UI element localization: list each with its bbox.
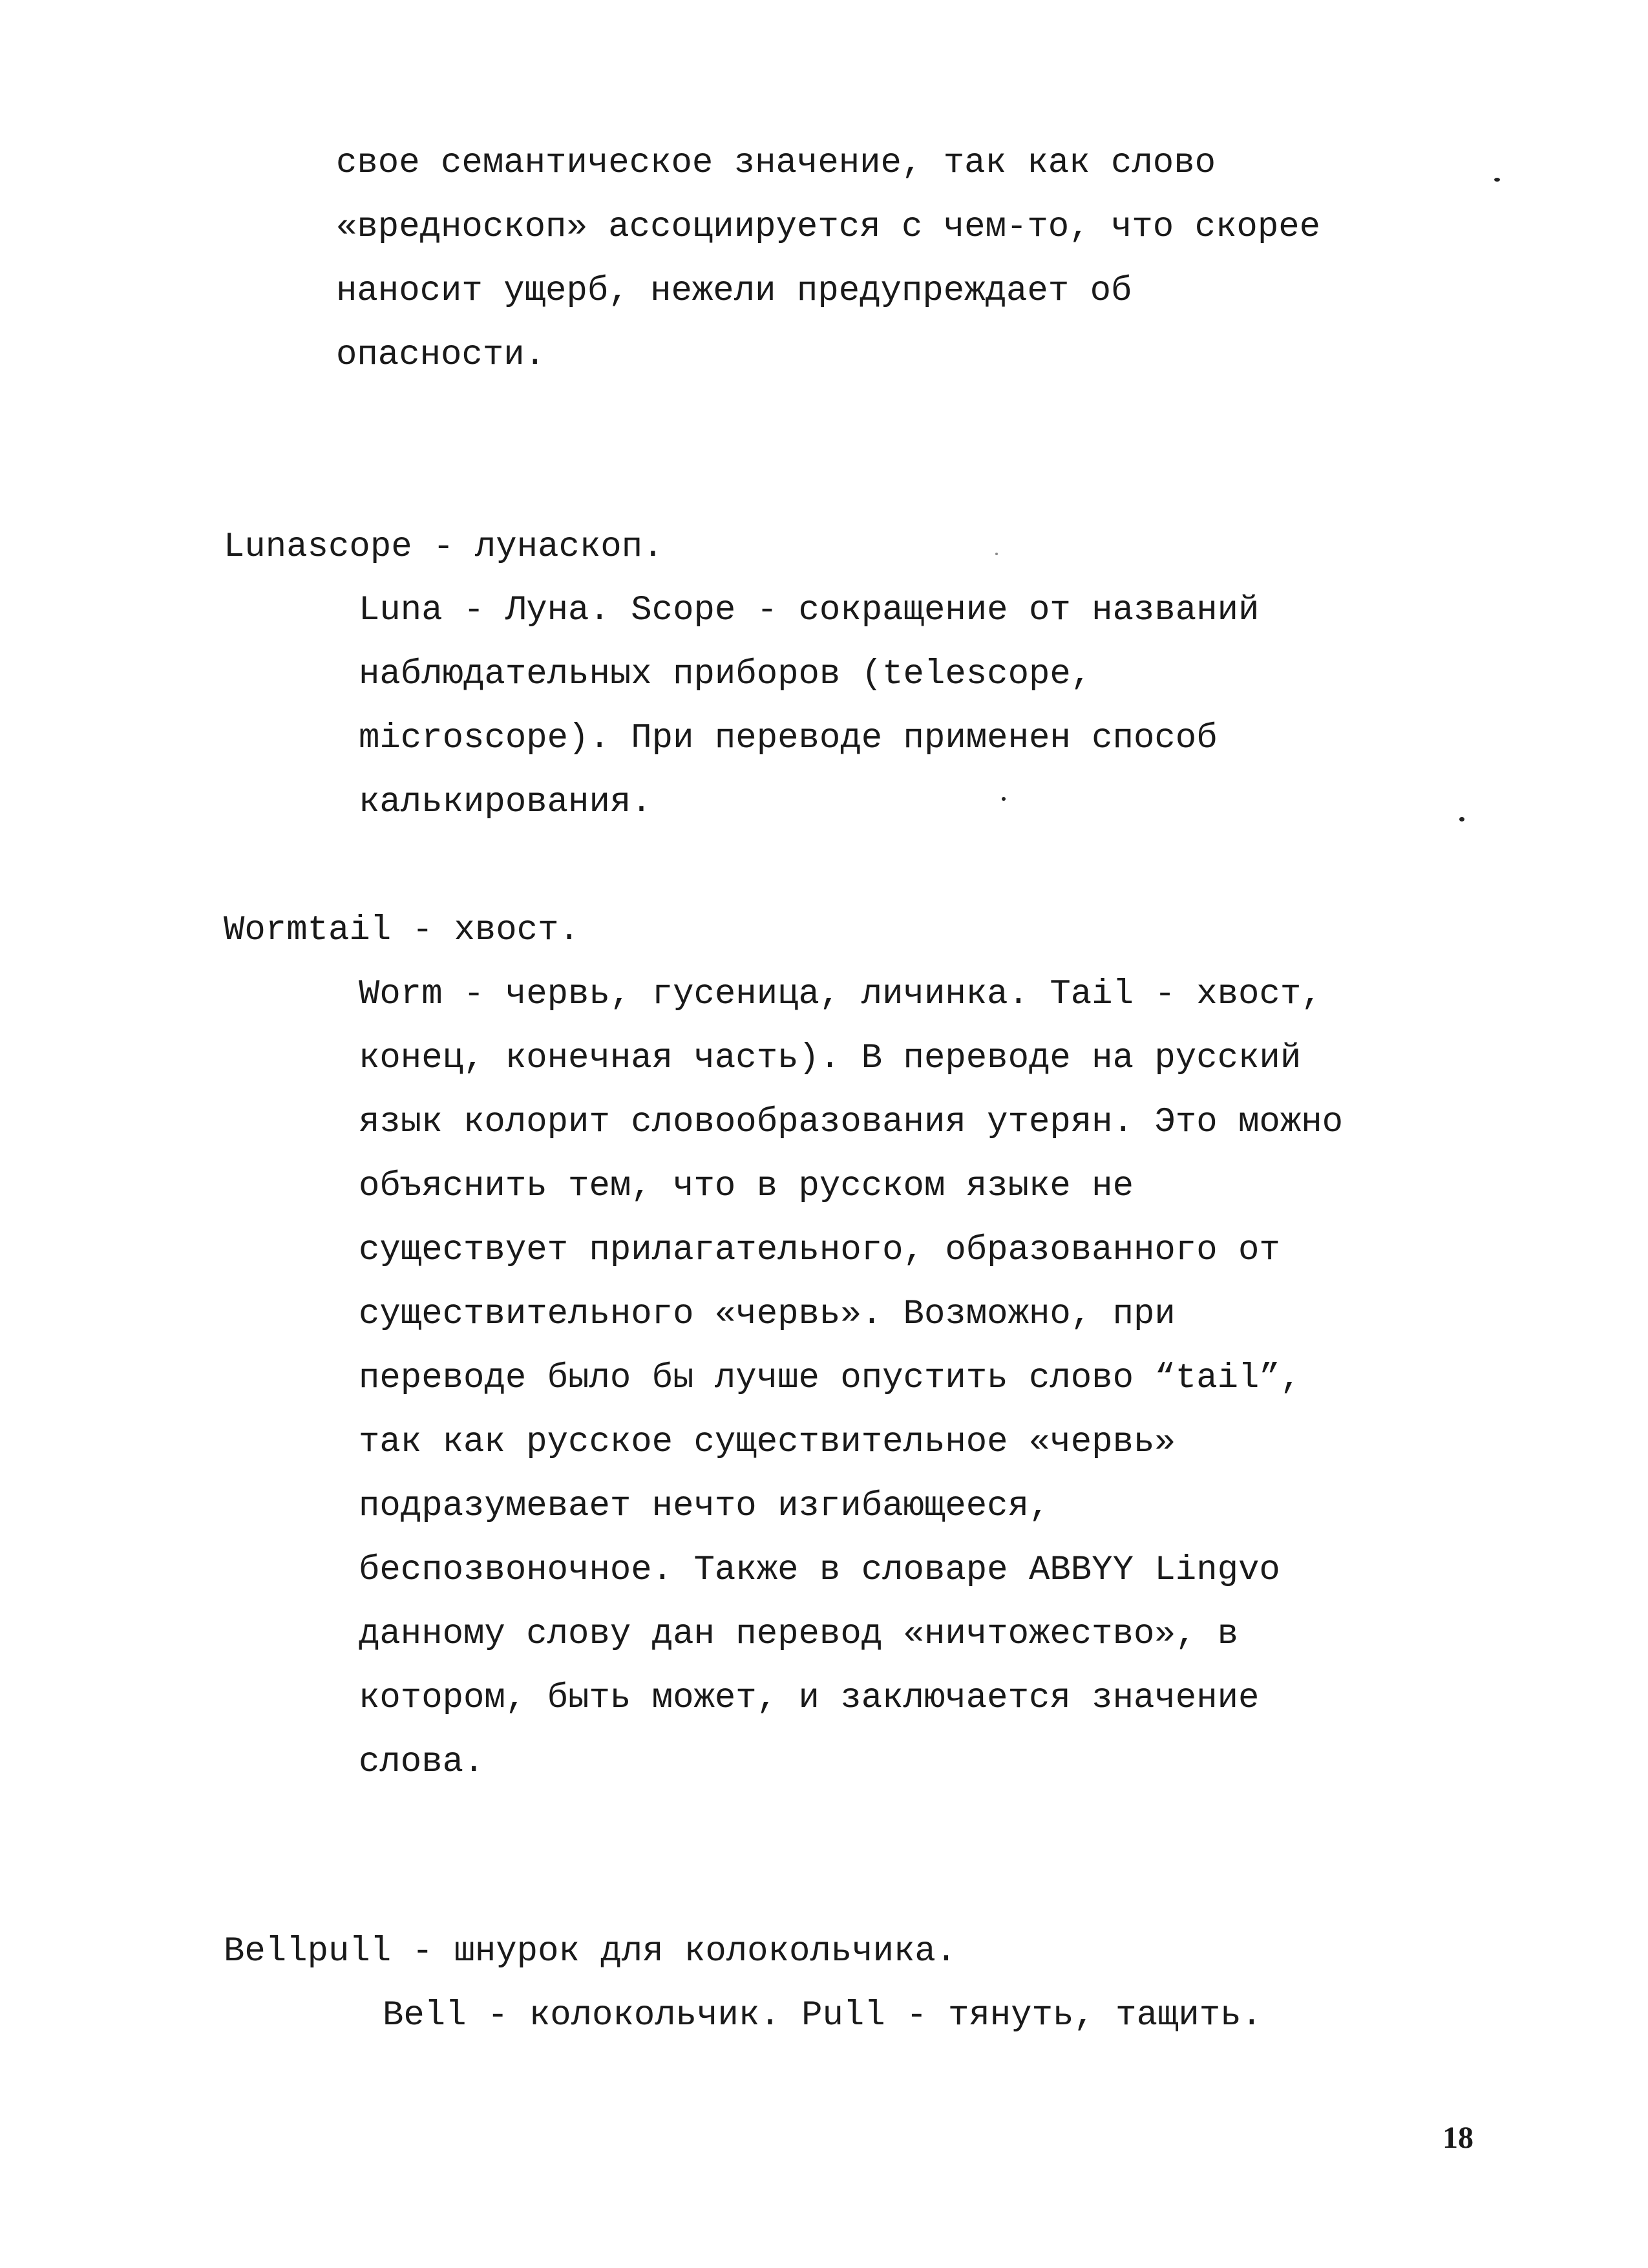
paragraph-line: наносит ущерб, нежели предупреждает об bbox=[336, 271, 1132, 311]
entry-line: существительного «червь». Возможно, при bbox=[359, 1295, 1176, 1334]
entry-line: подразумевает нечто изгибающееся, bbox=[359, 1487, 1050, 1526]
scan-speck bbox=[1002, 797, 1006, 801]
entry-line: объяснить тем, что в русском языке не bbox=[359, 1167, 1134, 1206]
entry-line: данному слову дан перевод «ничтожество», в bbox=[359, 1615, 1239, 1654]
entry-heading-lunascope: Lunascope - лунаскоп. bbox=[224, 527, 664, 567]
entry-line: переводе было бы лучше опустить слово “tail”, bbox=[359, 1359, 1302, 1398]
scan-speck bbox=[995, 553, 998, 555]
paragraph-line: опасности. bbox=[336, 335, 546, 375]
entry-line: беспозвоночное. Также в словаре ABBYY Lingvo bbox=[359, 1551, 1280, 1590]
entry-line: существует прилагательного, образованного от bbox=[359, 1231, 1280, 1270]
entry-line: конец, конечная часть). В переводе на русский bbox=[359, 1039, 1302, 1078]
paragraph-line: свое семантическое значение, так как слово bbox=[336, 143, 1216, 183]
entry-line: калькирования. bbox=[359, 783, 652, 822]
entry-heading-bellpull: Bellpull - шнурок для колокольчика. bbox=[224, 1932, 957, 1971]
page-number: 18 bbox=[1442, 2121, 1474, 2155]
entry-line: так как русское существительное «червь» bbox=[359, 1423, 1176, 1462]
entry-line: язык колорит словообразования утерян. Это можно bbox=[359, 1103, 1344, 1142]
entry-line: наблюдательных приборов (telescope, bbox=[359, 655, 1092, 694]
entry-heading-wormtail: Wormtail - хвост. bbox=[224, 911, 580, 950]
scan-speck bbox=[1494, 178, 1500, 182]
entry-line: microscope). При переводе применен способ bbox=[359, 719, 1218, 758]
entry-line: слова. bbox=[359, 1743, 485, 1782]
entry-line: Luna - Луна. Scope - сокращение от названий bbox=[359, 591, 1260, 630]
paragraph-line: «вредноскоп» ассоциируется с чем-то, что скорее bbox=[336, 207, 1321, 247]
entry-line: котором, быть может, и заключается значение bbox=[359, 1679, 1260, 1718]
entry-line: Worm - червь, гусеница, личинка. Tail - хвост, bbox=[359, 975, 1322, 1014]
scan-speck bbox=[1459, 817, 1464, 821]
entry-line: Bell - колокольчик. Pull - тянуть, тащить. bbox=[383, 1996, 1263, 2035]
